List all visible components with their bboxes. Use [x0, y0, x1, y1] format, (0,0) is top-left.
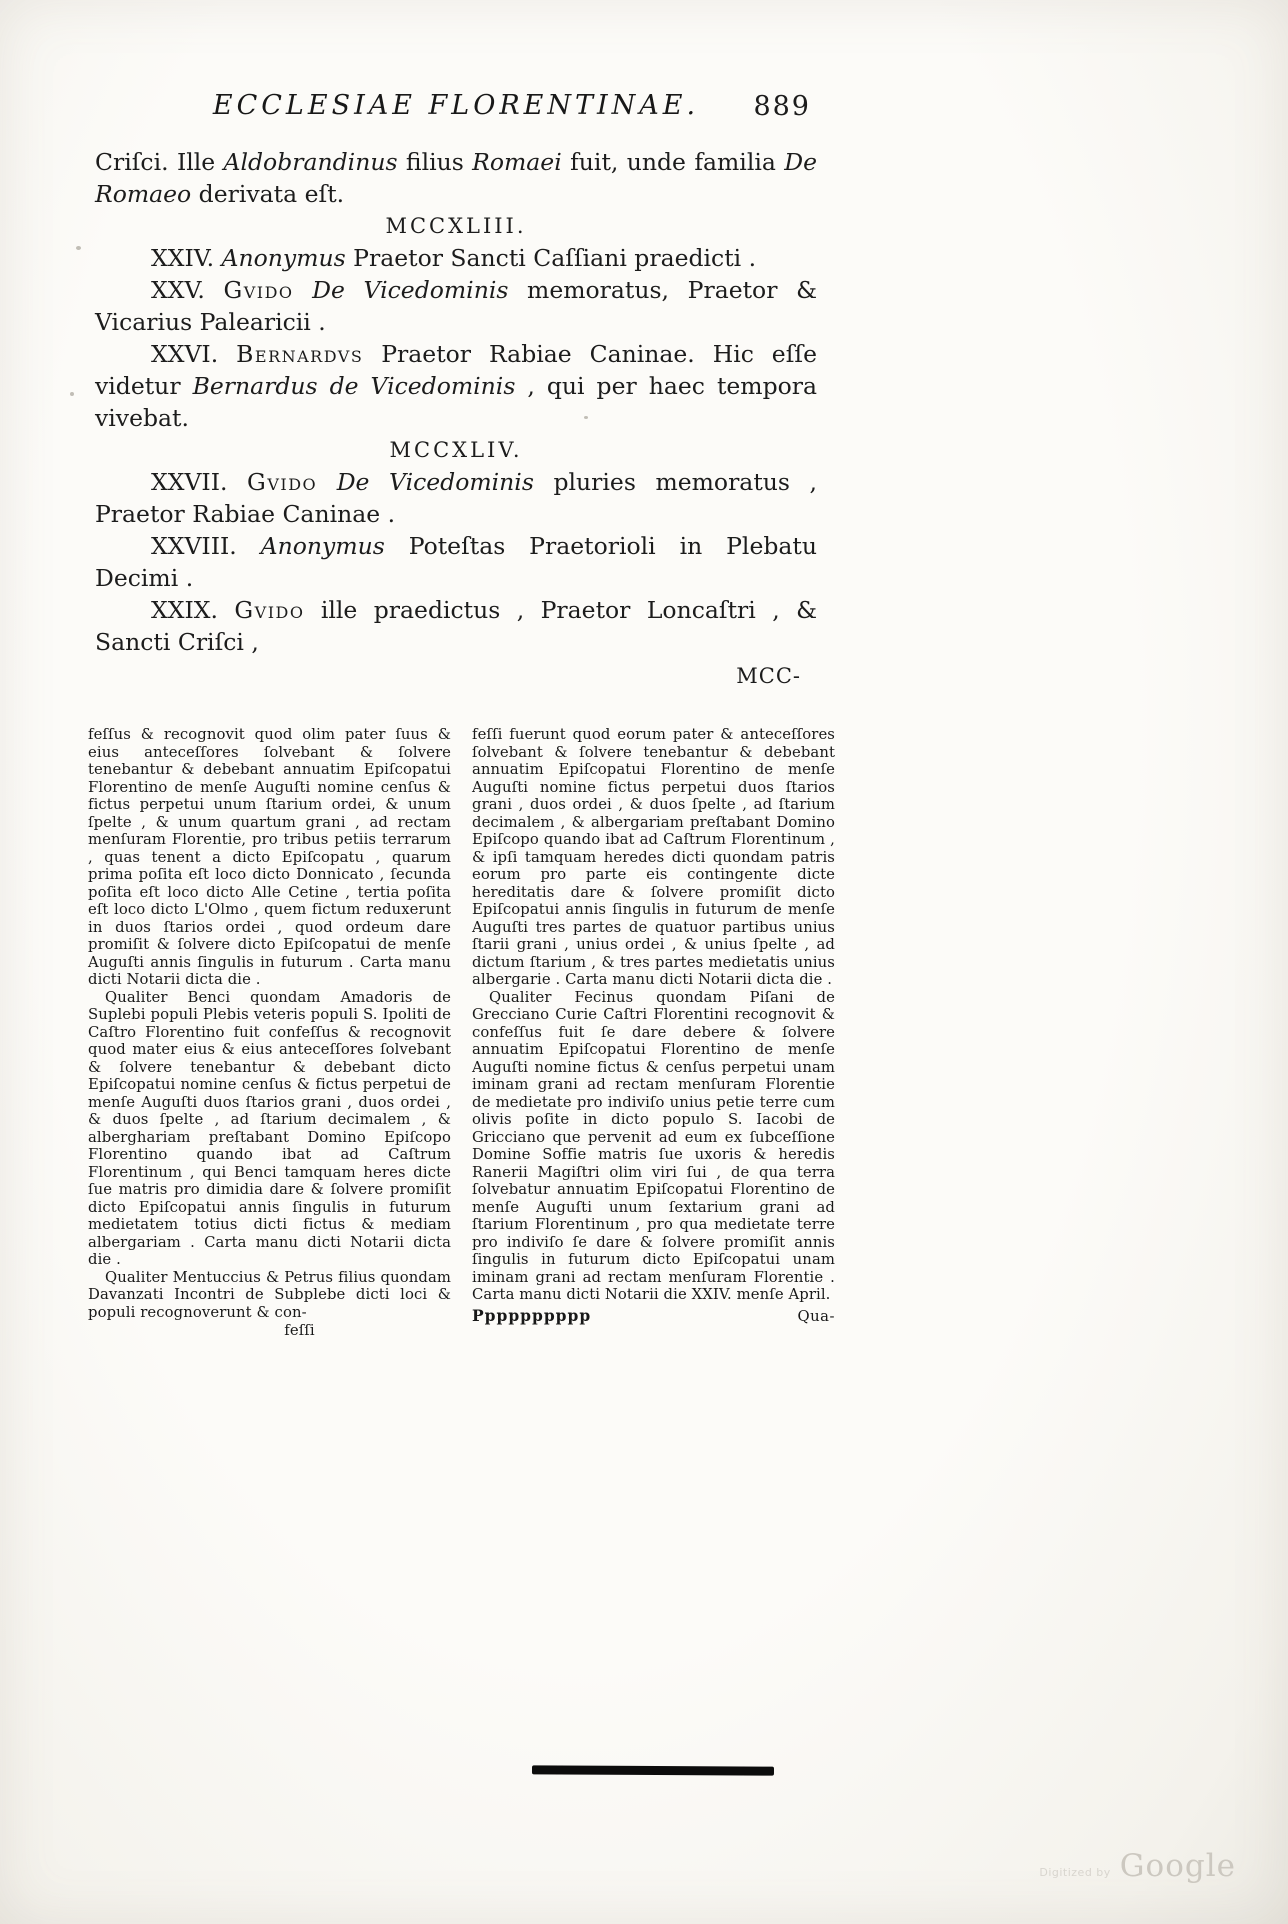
- text-segment: XXVII.: [151, 468, 248, 496]
- column-paragraph: Qualiter Fecinus quondam Piſani de Grecciano Curie Caſtri Florentini recognovit & confeſſus fuit ſe dare debere & ſolvere annuatim Epiſcopatui Florentino de menſe Auguſti nomine fictus & cenſus perpetui unam iminam grani ad rectam menſuram Florentie de medietate pro indiviſo unius petie terre cum olivis poſite in dicto populo S. Iacobi de Gricciano que pervenit ad eum ex ſubceſſione Domine Soffie matris ſue uxoris & heredis Ranerii Magiſtri olim viri ſui , de qua terra ſolvebatur annuatim Epiſcopatui Florentino de menſe Auguſti unum ſextarium grani ad ſtarium Florentinum , pro qua medietate terre pro indiviſo ſe dare & ſolvere promiſit annis ſingulis in futurum dicto Epiſcopatui unam iminam grani ad rectam menſuram Florentie . Carta manu dicti Notarii die XXIV. menſe April.: [472, 988, 835, 1303]
- text-segment: Gvido: [234, 596, 305, 624]
- text-segment: Praetor Rabiae Caninae. Hic eſſe videtur: [95, 340, 818, 400]
- entry-xxvi: [95, 338, 817, 434]
- google-watermark: [1039, 1848, 1236, 1884]
- text-segment: Bernardvs: [236, 340, 364, 368]
- column-paragraph: Qualiter Benci quondam Amadoris de Suplebi populi Plebis veteris populi S. Ipoliti de Caſtro Florentino fuit confeſſus & recognovit quod mater eius & eius anteceſſores ſolvebant & ſolvere tenebantur & debebant dicto Epiſcopatui nomine cenſus & fictus perpetui de menſe Auguſti duos ſtarios grani , duos ordei , & duos ſpelte , ad ſtarium decimalem , & alberghariam preſtabant Domino Epiſcopo Florentino quando ibat ad Caſtrum Florentinum , qui Benci tamquam heres dicte ſue matris pro dimidia dare & ſolvere promiſit dicto Epiſcopatui annis ſingulis in futurum medietatem totius dicti fictus & mediam albergariam . Carta manu dicti Notarii dicta die .: [88, 988, 451, 1268]
- column-paragraph: Qualiter Mentuccius & Petrus filius quondam Davanzati Incontri de Subplebe dicti loci & populi recognoverunt & con-: [88, 1268, 451, 1321]
- text-segment: Gvido: [223, 276, 294, 304]
- text-segment: Bernardus de Vicedominis: [192, 372, 516, 400]
- text-segment: , qui per haec tempora vivebat.: [95, 372, 818, 432]
- text-segment: Criſci. Ille: [95, 148, 224, 176]
- text-segment: Romaei: [472, 148, 562, 176]
- text-segment: XXIX.: [151, 596, 235, 624]
- text-segment: XXVIII.: [151, 532, 261, 560]
- catchword-right-column: Qua-: [797, 1307, 835, 1325]
- page-header: [95, 90, 817, 132]
- text-segment: XXIV.: [151, 244, 222, 272]
- text-segment: filius: [397, 148, 473, 176]
- text-segment: [317, 468, 337, 496]
- scan-speck: [76, 246, 81, 250]
- text-segment: XXV.: [151, 276, 224, 304]
- entry-xxiv: [95, 242, 817, 274]
- scan-speck: [584, 416, 588, 419]
- page-content: [88, 90, 835, 1340]
- right-column: [472, 726, 835, 1340]
- signature-mark: Pppppppppp: [472, 1305, 592, 1325]
- text-segment: derivata eſt.: [191, 180, 345, 208]
- text-segment: De Vicedominis: [336, 468, 534, 496]
- scan-speck: [70, 392, 74, 396]
- text-segment: Anonymus: [221, 244, 346, 272]
- text-segment: De Vicedominis: [312, 276, 509, 304]
- text-segment: fuit, unde familia: [561, 148, 785, 176]
- text-segment: memoratus, Praetor & Vicarius Palearicii .: [95, 276, 817, 336]
- year-heading-mccxliv: MCCXLIV.: [389, 438, 523, 462]
- scan-artifact-bar: [532, 1765, 774, 1775]
- digitized-by-label: Digitized by: [1039, 1866, 1111, 1879]
- text-segment: ille praedictus , Praetor Loncaſtri , & Sancti Criſci ,: [95, 596, 817, 656]
- catchword-main: MCC-: [736, 664, 801, 688]
- text-segment: pluries memoratus , Praetor Rabiae Caninae .: [95, 468, 817, 528]
- right-column-body: [472, 726, 835, 1304]
- text-segment: Poteſtas Praetorioli in Plebatu Decimi .: [95, 532, 817, 592]
- text-segment: [294, 276, 313, 304]
- running-title: ECCLESIAE FLORENTINAE.: [212, 90, 700, 121]
- column-paragraph: feſſi fuerunt quod eorum pater & anteceſſores ſolvebant & ſolvere tenebantur & debebant annuatim Epiſcopatui Florentino de menſe Auguſti nomine fictus perpetui duos ſtarios grani , duos ordei , & duos ſpelte , ad ſtarium decimalem , & albergariam preſtabant Domino Epiſcopo quando ibat ad Caſtrum Florentinum , & ipſi tamquam heredes dicti quondam patris eorum pro parte eis contingente dicte hereditatis dare & ſolvere promiſit dicto Epiſcopatui annis ſingulis in futurum de menſe Auguſti tres partes de quatuor partibus unius ſtarii grani , unius ordei , & unius ſpelte , ad dictum ſtarium , & tres partes medietatis unius albergarie . Carta manu dicti Notarii dicta die .: [472, 726, 835, 988]
- catchword-left-column: feſſi: [284, 1322, 315, 1339]
- left-column-body: [88, 726, 451, 1321]
- entry-xxvii: [95, 466, 817, 530]
- text-segment: Aldobrandinus: [223, 148, 398, 176]
- two-column-text: [88, 726, 836, 1340]
- text-segment: Praetor Sancti Caſſiani praedicti .: [345, 244, 757, 272]
- main-text-block: [95, 146, 817, 692]
- text-segment: Gvido: [247, 468, 318, 496]
- text-segment: Anonymus: [260, 532, 385, 560]
- page-number: 889: [753, 91, 811, 122]
- year-heading-mccxliii: MCCXLIII.: [385, 214, 527, 238]
- text-segment: De Romaeo: [95, 148, 817, 208]
- left-column: [88, 726, 451, 1340]
- right-column-footer: [472, 1307, 835, 1326]
- google-logo-text: Google: [1119, 1848, 1236, 1884]
- entry-xxviii: [95, 530, 817, 594]
- text-segment: XXVI.: [151, 340, 237, 368]
- entry-xxix: [95, 594, 817, 658]
- entry-xxv: [95, 274, 817, 338]
- paragraph-crisci: [95, 146, 817, 210]
- column-paragraph: feſſus & recognovit quod olim pater ſuus & eius anteceſſores ſolvebant & ſolvere tenebantur & debebant annuatim Epiſcopatui Florentino de menſe Auguſti nomine cenſus & fictus perpetui unum ſtarium ordei, & unum ſpelte , & unum quartum grani , ad rectam menſuram Florentie, pro tribus petiis terrarum , quas tenent a dicto Epiſcopatu , quarum prima poſita eſt loco dicto Donnicato , ſecunda poſita eſt loco dicto Alle Cetine , tertia poſita eſt loco dicto L'Olmo , quem fictum reduxerunt in duos ſtarios ordei , quod ordeum dare promiſit & ſolvere dicto Epiſcopatui de menſe Auguſti annis ſingulis in futurum . Carta manu dicti Notarii dicta die .: [88, 726, 451, 988]
